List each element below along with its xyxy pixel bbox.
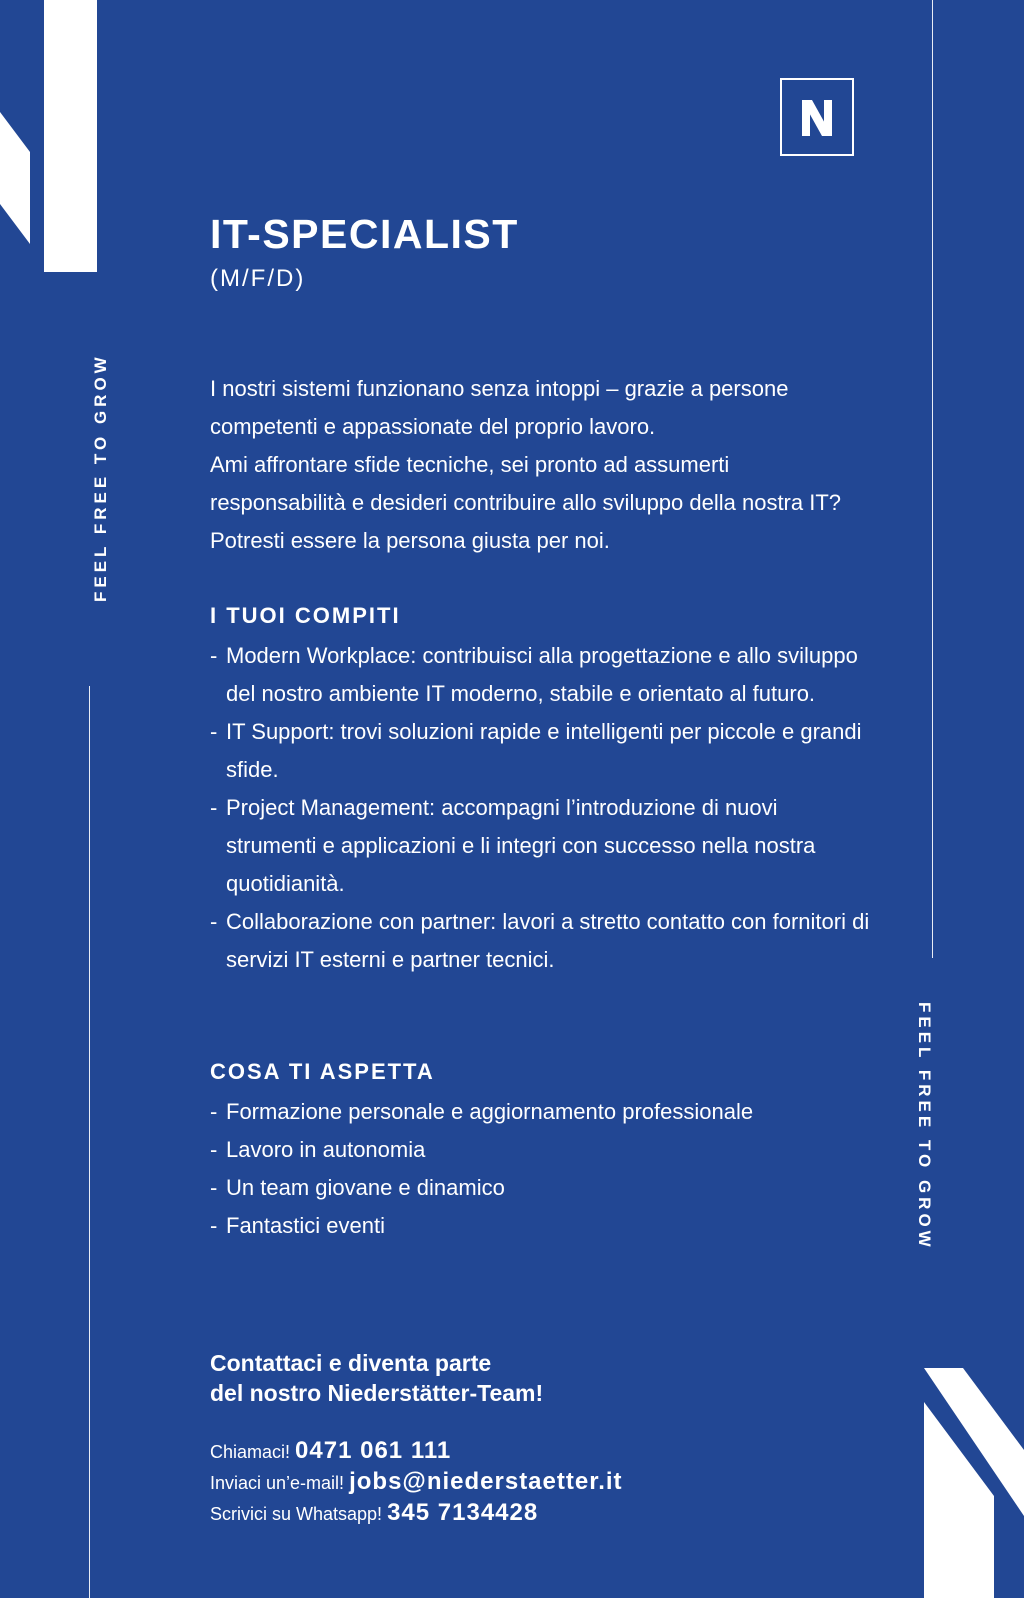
left-divider-line	[89, 686, 90, 1598]
job-title: IT-SPECIALIST	[210, 211, 519, 257]
cta-line: del nostro Niederstätter-Team!	[210, 1380, 544, 1406]
whatsapp-label: Scrivici su Whatsapp!	[210, 1504, 383, 1524]
list-item: - Fantastici eventi	[210, 1207, 870, 1245]
list-item: - Formazione personale e aggiornamento professionale	[210, 1093, 870, 1131]
tasks-section	[210, 601, 870, 979]
company-logo	[780, 78, 854, 156]
right-divider-line	[932, 0, 933, 958]
intro-text	[210, 370, 870, 560]
contact-info	[210, 1436, 870, 1529]
whatsapp-number[interactable]: 345 7134428	[387, 1499, 539, 1526]
email-label: Inviaci un’e-mail!	[210, 1473, 345, 1493]
list-item: - Lavoro in autonomia	[210, 1131, 870, 1169]
job-subtitle: (M/F/D)	[210, 265, 306, 292]
list-item: - IT Support: trovi soluzioni rapide e intelligenti per piccole e grandi sfide.	[210, 713, 870, 789]
whatsapp-row	[210, 1498, 870, 1529]
phone-number[interactable]: 0471 061 111	[295, 1437, 452, 1464]
tasks-heading: I TUOI COMPITI	[210, 603, 401, 628]
offer-section	[210, 1057, 870, 1245]
cta-line: Contattaci e diventa parte	[210, 1350, 492, 1376]
brand-stroke-top-left	[0, 0, 100, 272]
call-to-action	[210, 1348, 870, 1408]
intro-paragraph: I nostri sistemi funzionano senza intoppi – grazie a persone competenti e appassionate del proprio lavoro.	[210, 376, 789, 439]
list-item: - Project Management: accompagni l’introduzione di nuovi strumenti e applicazioni e li integri con successo nella nostra quotidianità.	[210, 789, 870, 903]
offer-heading: COSA TI ASPETTA	[210, 1059, 435, 1084]
phone-label: Chiamaci!	[210, 1442, 291, 1462]
email-row	[210, 1467, 870, 1498]
n-logo-icon	[782, 80, 852, 154]
email-link[interactable]: jobs@niederstaetter.it	[349, 1468, 623, 1495]
intro-paragraph: Ami affrontare sfide tecniche, sei pronto ad assumerti responsabilità e desideri contribuire allo sviluppo della nostra IT? Potresti essere la persona giusta per noi.	[210, 452, 842, 553]
tagline-right: FEEL FREE TO GROW	[915, 1002, 934, 1251]
list-item: - Un team giovane e dinamico	[210, 1169, 870, 1207]
tagline-left: FEEL FREE TO GROW	[91, 353, 110, 602]
list-item: - Modern Workplace: contribuisci alla progettazione e allo sviluppo del nostro ambiente IT moderno, stabile e orientato al futuro.	[210, 637, 870, 713]
brand-stroke-bottom-right	[924, 1368, 1024, 1598]
list-item: - Collaborazione con partner: lavori a stretto contatto con fornitori di servizi IT esterni e partner tecnici.	[210, 903, 870, 979]
phone-row	[210, 1436, 870, 1467]
